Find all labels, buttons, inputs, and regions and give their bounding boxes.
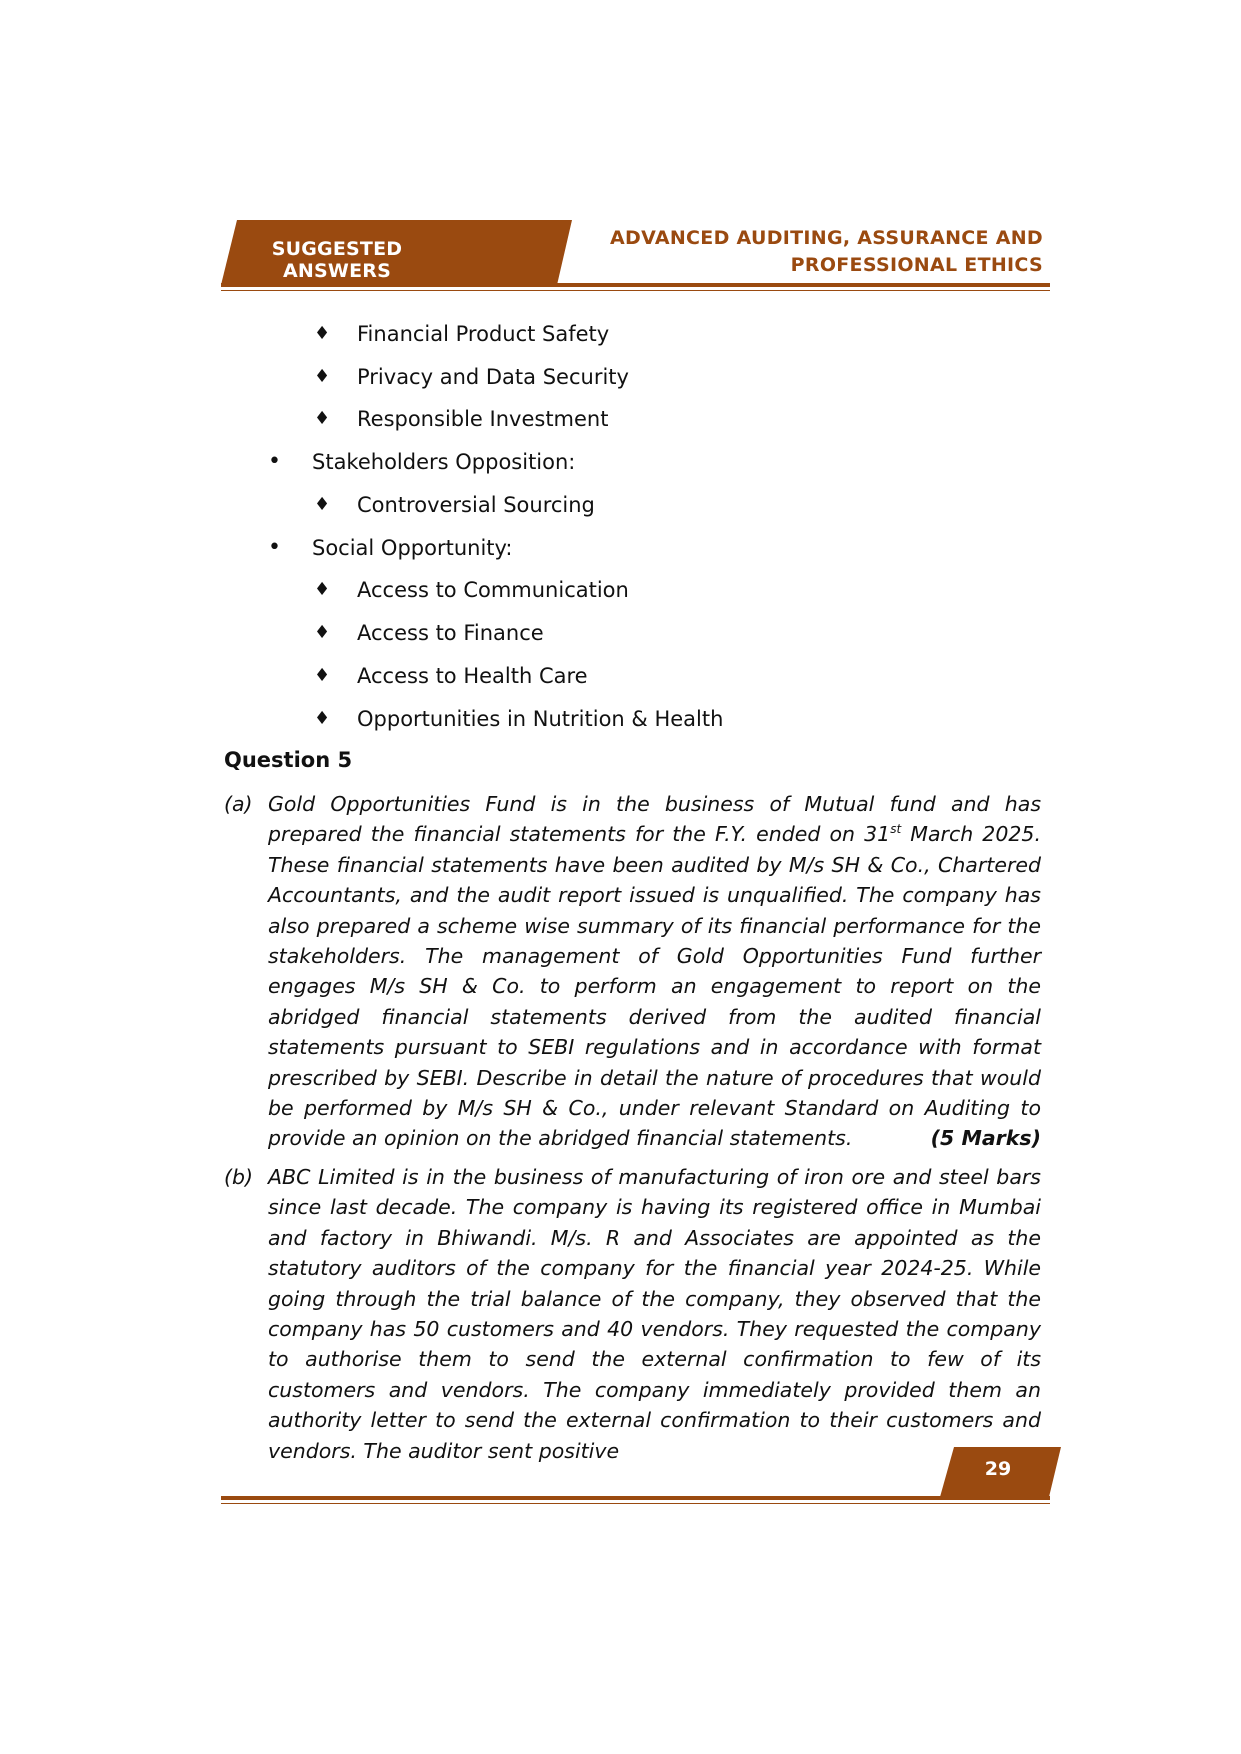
list-item: Opportunities in Nutrition & Health [357,707,724,731]
list-item: Controversial Sourcing [357,493,595,517]
round-bullet-icon: • [268,535,281,560]
round-bullet-icon: • [268,449,281,474]
part-a-text-1: Gold Opportunities Fund is in the business of Mutual fund and has prepared the financial statements for the F.Y. ended on 31 [268,792,1041,847]
list-item-heading: Stakeholders Opposition: [312,450,576,474]
diamond-bullet-icon: ♦ [314,408,331,429]
footer-rule-thin [221,1503,1050,1504]
diamond-bullet-icon: ♦ [314,494,331,515]
list-item: Access to Finance [357,621,544,645]
diamond-bullet-icon: ♦ [314,622,331,643]
list-item-heading: Social Opportunity: [312,536,513,560]
header-title-line2: PROFESSIONAL ETHICS [790,254,1043,276]
diamond-bullet-icon: ♦ [314,366,331,387]
diamond-bullet-icon: ♦ [314,579,331,600]
diamond-bullet-icon: ♦ [314,665,331,686]
list-item: Responsible Investment [357,407,609,431]
ordinal-suffix: st [890,822,902,837]
diamond-bullet-icon: ♦ [314,708,331,729]
list-item: Access to Communication [357,578,629,602]
marks-label: (5 Marks) [930,1126,1041,1151]
part-b-label: (b) [224,1165,254,1189]
list-item: Access to Health Care [357,664,588,688]
page-number: 29 [984,1458,1012,1480]
part-a-text-2: March 2025. These financial statements have been audited by M/s SH & Co., Chartered Accountants, and the audit report issued is unqualified. The company has also prepared a scheme wise summary of its financial performance for the stakeholders. The management of Gold Opportunities Fund further engages M/s SH & Co. to perform an engagement to report on the abridged financial statements derived from the audited financial statements pursuant to SEBI regulations and in accordance with format prescribed by SEBI. Describe in detail the nature of procedures that would be performed by M/s SH & Co., under relevant Standard on Auditing to provide an opinion on the abridged financial statements. [268,822,1041,1151]
part-a-label: (a) [224,792,253,816]
diamond-bullet-icon: ♦ [314,323,331,344]
footer-rule [221,1496,1050,1500]
header-title-line1: ADVANCED AUDITING, ASSURANCE AND [610,227,1043,249]
question-title: Question 5 [224,748,353,772]
list-item: Privacy and Data Security [357,365,629,389]
list-item: Financial Product Safety [357,322,610,346]
header-tab-label: SUGGESTED ANSWERS [271,238,403,282]
part-b-text: ABC Limited is in the business of manufacturing of iron ore and steel bars since last decade. The company is having its registered office in Mumbai and factory in Bhiwandi. M/s. R and Associates are appointed as the statutory auditors of the company for the financial year 2024-25. While going through the trial balance of the company, they observed that the company has 50 customers and 40 vendors. They requested the company to authorise them to send the external confirmation to few of its customers and vendors. The company immediately provided them an authority letter to send the external confirmation to their customers and vendors. The auditor sent positive [268,1165,1041,1463]
